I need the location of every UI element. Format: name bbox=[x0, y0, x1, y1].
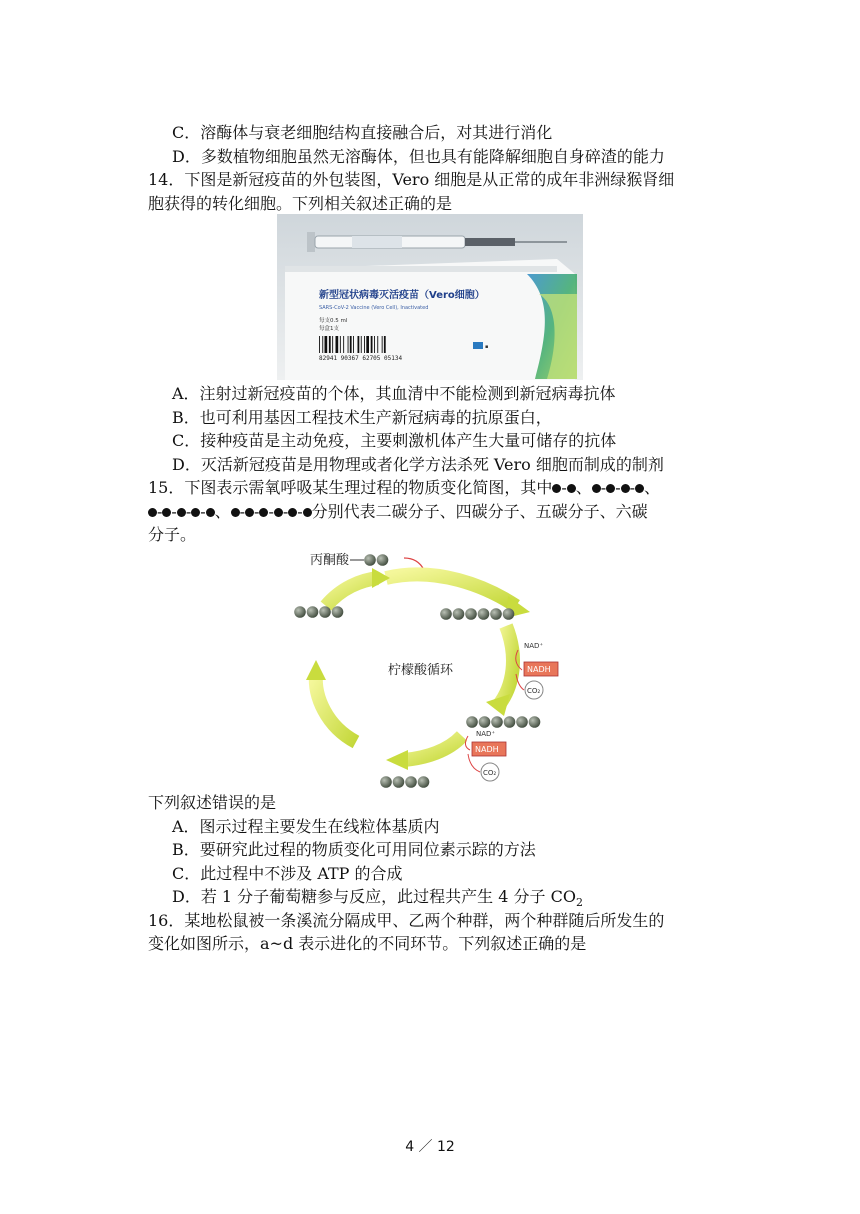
carbon-ball bbox=[490, 608, 502, 620]
carbon-ball bbox=[377, 554, 389, 566]
q15-stem-line1: 15．下图表示需氧呼吸某生理过程的物质变化简图，其中 - 、 - - - 、 bbox=[148, 478, 661, 497]
vaccine-dose: 每支0.5 ml bbox=[319, 318, 348, 324]
four-carbon-balls-bottom bbox=[380, 776, 429, 788]
svg-text:▪: ▪ bbox=[485, 344, 489, 350]
nadh-label-2: NADH bbox=[475, 745, 499, 754]
carbon-ball bbox=[529, 716, 541, 728]
q14-option-c: C．接种疫苗是主动免疫，主要刺激机体产生大量可储存的抗体 bbox=[172, 431, 617, 450]
q14-stem-line1: 14．下图是新冠疫苗的外包装图，Vero 细胞是从正常的成年非洲绿猴肾细 bbox=[148, 170, 675, 189]
co2-label-1: CO₂ bbox=[527, 687, 541, 695]
vaccine-title: 新型冠状病毒灭活疫苗（Vero细胞） bbox=[319, 290, 485, 301]
barcode-number: 82941 90367 62705 05134 bbox=[319, 355, 403, 362]
carbon-ball bbox=[418, 776, 430, 788]
citric-acid-cycle-diagram bbox=[286, 546, 576, 792]
carbon-ball bbox=[405, 776, 417, 788]
carbon-ball bbox=[491, 716, 503, 728]
page-number: 4 ／ 12 bbox=[405, 1139, 455, 1155]
co2-label-2: CO₂ bbox=[483, 769, 497, 777]
carbon-ball bbox=[453, 608, 465, 620]
cycle-label: 柠檬酸循环 bbox=[388, 663, 454, 678]
q15-option-d: D．若 1 分子葡萄糖参与反应，此过程共产生 4 分子 $CO_2$ bbox=[172, 887, 583, 910]
carbon-ball bbox=[393, 776, 405, 788]
carbon-ball bbox=[332, 606, 344, 618]
five-carbon-balls bbox=[466, 716, 540, 728]
q13-option-d: D．多数植物细胞虽然无溶酶体，但也具有能降解细胞自身碎渣的能力 bbox=[172, 147, 665, 166]
nad-label-1: NAD⁺ bbox=[524, 642, 544, 650]
carbon-ball bbox=[319, 606, 331, 618]
q13-option-c: C．溶酶体与衰老细胞结构直接融合后，对其进行消化 bbox=[172, 123, 553, 142]
six-carbon-balls bbox=[440, 608, 514, 620]
carbon-ball bbox=[466, 716, 478, 728]
six-carbon-molecule: - - - - - bbox=[231, 502, 312, 521]
vaccine-count: 每盒1支 bbox=[319, 326, 339, 332]
q16-stem-line1: 16．某地松鼠被一条溪流分隔成甲、乙两个种群，两个种群随后所发生的 bbox=[148, 911, 665, 930]
nadh-label-1: NADH bbox=[527, 665, 551, 674]
q15-option-c: C．此过程中不涉及 ATP 的合成 bbox=[172, 864, 403, 883]
carbon-ball bbox=[364, 554, 376, 566]
pyruvate-balls bbox=[364, 554, 388, 566]
nad-label-2: NAD⁺ bbox=[476, 730, 496, 738]
vaccine-package-image bbox=[277, 214, 583, 380]
carbon-ball bbox=[440, 608, 452, 620]
five-carbon-molecule: - - - - bbox=[148, 502, 215, 521]
q14-option-a: A．注射过新冠疫苗的个体，其血清中不能检测到新冠病毒抗体 bbox=[172, 384, 616, 403]
carbon-ball bbox=[478, 608, 490, 620]
carbon-ball bbox=[504, 716, 516, 728]
q15-option-b: B．要研究此过程的物质变化可用同位素示踪的方法 bbox=[172, 840, 536, 859]
vaccine-subtitle: SARS-CoV-2 Vaccine (Vero Cell), Inactivated bbox=[319, 305, 429, 311]
q15-stem-text2: 分别代表二碳分子、四碳分子、五碳分子、六碳 bbox=[311, 502, 648, 521]
q15-question: 下列叙述错误的是 bbox=[148, 793, 277, 812]
q15-stem-text: 15．下图表示需氧呼吸某生理过程的物质变化简图，其中 bbox=[148, 478, 553, 497]
four-carbon-molecule: - - - bbox=[592, 478, 644, 497]
q15-stem-line2: - - - - 、 - - - - - 分别代表二碳分子、四碳分子、五碳分子、六碳 bbox=[148, 500, 648, 524]
pyruvate-label: 丙酮酸 bbox=[310, 553, 350, 568]
carbon-ball bbox=[465, 608, 477, 620]
four-carbon-balls-left bbox=[294, 606, 343, 618]
two-carbon-molecule: - bbox=[552, 478, 575, 497]
q15-stem-line3: 分子。 bbox=[148, 525, 197, 544]
carbon-ball bbox=[294, 606, 306, 618]
carbon-ball bbox=[503, 608, 515, 620]
q14-option-b: B．也可利用基因工程技术生产新冠病毒的抗原蛋白， bbox=[172, 408, 552, 427]
q15-option-a: A．图示过程主要发生在线粒体基质内 bbox=[172, 817, 440, 836]
q14-option-d: D．灭活新冠疫苗是用物理或者化学方法杀死 Vero 细胞而制成的制剂 bbox=[172, 455, 664, 474]
carbon-ball bbox=[516, 716, 528, 728]
carbon-ball bbox=[479, 716, 491, 728]
q14-stem-line2: 胞获得的转化细胞。下列相关叙述正确的是 bbox=[148, 194, 453, 213]
q16-stem-line2: 变化如图所示，a~d 表示进化的不同环节。下列叙述正确的是 bbox=[148, 934, 587, 953]
carbon-ball bbox=[380, 776, 392, 788]
carbon-ball bbox=[307, 606, 319, 618]
